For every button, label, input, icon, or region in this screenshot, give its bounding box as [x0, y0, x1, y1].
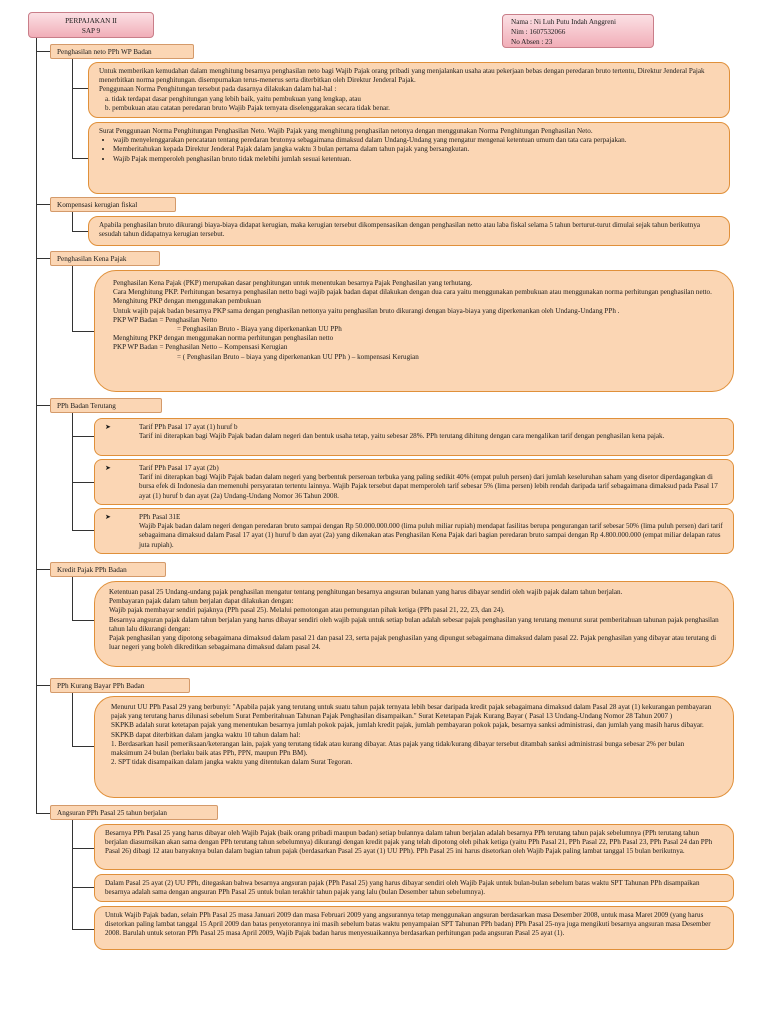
kurang-bayar-line: SKPKB adalah surat ketetapan pajak yang menentukan besarnya jumlah pokok pajak, jumlah kredit pajak, jumlah pembayaran pokok pajak, besarnya sanksi administrasi, dan jumlah yang masih harus dibayar. [111, 721, 704, 730]
pkp-formula: = ( Penghasilan Bruto – biaya yang diperkenankan UU PPh ) – kompensasi Kerugian [177, 352, 419, 361]
arrow-bullet-icon: ➤ [105, 464, 111, 472]
pkp-line: Menghitung PKP dengan menggunakan norma perhitungan penghasilan netto [113, 334, 334, 343]
kredit-pajak-box [94, 581, 734, 667]
connector [36, 51, 50, 52]
neto-norma-box [88, 62, 730, 118]
connector [36, 258, 50, 259]
kredit-line: Wajib pajak membayar sendiri pajaknya (PPh pasal 25). Melalui pemotongan atau pemungutan pihak ketiga (PPh pasal 21, 22, 23, dan 24). [109, 606, 505, 615]
kompensasi-text: Apabila penghasilan bruto dikurangi biaya-biaya didapat kerugian, maka kerugian tersebut dikompensasikan dengan penghasilan netto atau laba fiskal selama 5 tahun berturut-turut dimulai sejak tahun berikutnya sesudah tahun didapatnya kerugian tersebut. [99, 221, 701, 239]
branch-line [72, 59, 73, 159]
branch-line [72, 577, 73, 621]
tarif-17-2b-box [94, 459, 734, 505]
pkp-formula: = Penghasilan Bruto - Biaya yang diperkenankan UU PPh [177, 325, 342, 334]
pkp-line: Menghitung PKP dengan menggunakan pembukuan [113, 297, 261, 306]
connector [72, 436, 94, 437]
section-label-angsuran: Angsuran PPh Pasal 25 tahun berjalan [50, 805, 218, 820]
connector [72, 231, 88, 232]
student-absen: No Absen : 23 [511, 38, 553, 46]
branch-line [72, 820, 73, 930]
tarif-title: Tarif PPh Pasal 17 ayat (2b) [139, 464, 219, 472]
connector [72, 620, 94, 621]
branch-line [72, 266, 73, 332]
session-label: SAP 9 [81, 27, 101, 35]
angsuran-paragraph: Besarnya PPh Pasal 25 yang harus dibayar oleh Wajib Pajak (baik orang pribadi maupun badan) setiap bulannya dalam tahun berjalan adalah besarnya PPh terutang tahun pajak sebelumnya (PPh terutang tahun berjalan diasumsikan akan sama dengan PPh terutang tahun sebelumnya) dikurangi dengan kredit pajak yang telah dipotong oleh pihak ketiga (yaitu PPh Pasal 21, PPh Pasal 22, PPh Pasal 23, PPh Pasal 24 dan PPh Pasal 26) dibagi 12 atau banyaknya bulan dalam bagian tahun pajak (berdasarkan Pasal 25 ayat (1) UU PPh). PPh Pasal 25 ini harus disetorkan oleh Wajib Pajak paling lambat tanggal 15 bulan berikutnya. [105, 829, 713, 856]
pkp-formula: PKP WP Badan = Penghasilan Netto – Kompensasi Kerugian [113, 343, 288, 352]
connector [36, 569, 50, 570]
angsuran-paragraph: Dalam Pasal 25 ayat (2) UU PPh, ditegaskan bahwa besarnya angsuran pajak (PPh Pasal 25) yang harus dibayar sendiri oleh Wajib Pajak untuk bulan-bulan sebelum batas waktu SPT Tahunan PPh disampaikan besarnya adalah sama dengan angsuran PPh Pasal 25 untuk bulan terakhir tahun pajak yang lalu (bulan Desember tahun sebelumnya). [105, 879, 700, 897]
surat-bullet: • Memberitahukan kepada Direktur Jenderal Pajak dalam jangka waktu 3 bulan pertama dalam tahun pajak yang bersangkutan. [113, 145, 719, 154]
neto-item-a: a. tidak terdapat dasar penghitungan yang lebih baik, yaitu pembukuan yang lengkap, atau [105, 94, 361, 103]
neto-usage-text: Penggunaan Norma Penghitungan tersebut pada dasarnya dilakukan dalam hal-hal : [99, 85, 337, 94]
connector [72, 848, 94, 849]
connector [72, 530, 94, 531]
kurang-bayar-quote: Menurut UU PPh Pasal 29 yang berbunyi: "Apabila pajak yang terutang untuk suatu tahun pajak ternyata lebih besar daripada kredit pajak sebagaimana dimaksud dalam Pasal 28 ayat (1) kekurangan pembayaran pajak yang terutang harus dilunasi sebelum Surat Pemberitahuan Tahunan Pajak Penghasilan disampaikan." Surat Ketetapan Pajak Kurang Bayar ( Pasal 13 Undang-Undang Nomor 28 Tahun 2007 ) [111, 703, 712, 721]
course-title: PERPAJAKAN II [65, 17, 117, 25]
branch-line [72, 413, 73, 531]
neto-surat-box [88, 122, 730, 194]
arrow-bullet-icon: ➤ [105, 423, 111, 431]
kredit-line: Pajak penghasilan yang dipotong sebagaimana dimaksud dalam pasal 21 dan pasal 23, serta pajak penghasilan yang dipungut sebagaimana dimaksud dalam pasal 22. Pajak penghasilan yang dibayar atau terutang di luar negeri yang boleh dikreditkan sebagaimana dimaksud dalam pasal 24. [109, 634, 717, 652]
connector [36, 685, 50, 686]
surat-bullet: • wajib menyelenggarakan pencatatan tentang peredaran brutonya sebagaimana dimaksud dalam Undang-Undang yang mengatur mengenai ketentuan umum dan tata cara perpajakan. [113, 136, 719, 145]
course-title-box [28, 12, 154, 38]
pkp-formula: PKP WP Badan = Penghasilan Netto [113, 315, 218, 324]
angsuran-box-2 [94, 874, 734, 902]
tarif-title: PPh Pasal 31E [139, 513, 181, 521]
angsuran-paragraph: Untuk Wajib Pajak badan, selain PPh Pasal 25 masa Januari 2009 dan masa Februari 2009 yang angsurannya tetap menggunakan angsuran berdasarkan masa Desember 2008, untuk masa Maret 2009 (yang harus disetorkan paling lambat tanggal 15 April 2009 dan batas penyetorannya ini masih sebelum batas waktu penyampaian SPT Tahunan PPh badan) PPh Pasal 25-nya juga mengikuti besarnya angsuran masa Desember 2008. Barulah untuk setoran PPh Pasal 25 masa April 2009, Wajib Pajak badan harus menyesuaikannya berdasarkan perhitungan pada angsuran Pasal 25 ayat (1). [105, 911, 711, 938]
student-nim: Nim : 1607532066 [511, 28, 566, 36]
tarif-text: Tarif ini diterapkan bagi Wajib Pajak badan dalam negeri dan bentuk usaha tetap, yaitu sebesar 28%. PPh terutang dihitung dengan cara mengalikan tarif dengan penghasilan kena pajak. [139, 432, 665, 441]
branch-line [72, 212, 73, 232]
kurang-bayar-box [94, 696, 734, 798]
connector [72, 158, 88, 159]
student-name: Nama : Ni Luh Putu Indah Anggreni [511, 18, 617, 26]
connector [36, 813, 50, 814]
neto-intro-text: Untuk memberikan kemudahan dalam menghitung besarnya penghasilan neto bagi Wajib Pajak orang pribadi yang menjalankan usaha atau pekerjaan bebas dengan peredaran bruto tertentu, Direktur Jenderal Pajak menerbitkan norma penghitungan. disempurnakan terus-menerus serta diterbitkan oleh Direktur Jenderal Pajak. [99, 67, 705, 85]
connector [72, 482, 94, 483]
kredit-line: Ketentuan pasal 25 Undang-undang pajak penghasilan mengatur tentang penghitungan besarnya angsuran bulanan yang harus dibayar sendiri oleh wajib pajak dalam tahun berjalan. [109, 588, 623, 596]
pkp-line: Cara Menghitung PKP. Perhitungan besarnya penghasilan netto bagi wajib pajak badan dapat dilakukan dengan dua cara yaitu menggunakan pembukuan atau menggunakan norma perhitungan penghasilan netto. [113, 288, 712, 297]
pkp-box [94, 270, 734, 392]
section-label-pph-terutang: PPh Badan Terutang [50, 398, 162, 413]
kurang-bayar-line: 1. Berdasarkan hasil pemeriksaan/keterangan lain, pajak yang terutang tidak atau kurang dibayar. Atas pajak yang tidak/kurang dibayar tersebut ditambah sanksi administrasi bunga sebesar 2% per bulan maksimum 24 bulan (berlaku baik atas PPh, PPN, maupun PPn BM). [111, 739, 685, 758]
section-label-kurang-bayar: PPh Kurang Bayar PPh Badan [50, 678, 190, 693]
section-label-kredit-pajak: Kredit Pajak PPh Badan [50, 562, 166, 577]
surat-intro-text: Surat Penggunaan Norma Penghitungan Penghasilan Neto. Wajib Pajak yang menghitung penghasilan netonya dengan menggunakan Norma Penghitungan Penghasilan Neto. [99, 127, 593, 135]
tarif-text: Wajib Pajak badan dalam negeri dengan peredaran bruto sampai dengan Rp 50.000.000.000 (lima puluh miliar rupiah) mendapat fasilitas berupa pengurangan tarif sebesar 50% (lima puluh persen) dari tarif sebagaimana dimaksud dalam Pasal 17 ayat (1) huruf b dan ayat (2a) yang dikenakan atas Penghasilan Kena Pajak dari bagian peredaran bruto sampai dengan Rp 4.800.000.000 (empat miliar delapan ratus juta rupiah). [139, 522, 723, 549]
connector [72, 331, 94, 332]
angsuran-box-3 [94, 906, 734, 950]
pkp-line: Penghasilan Kena Pajak (PKP) merupakan dasar penghitungan untuk menentukan besarnya Pajak Penghasilan yang terhutang. [113, 279, 473, 287]
kurang-bayar-line: 2. SPT tidak disampaikan dalam jangka waktu yang ditentukan dalam Surat Tegoran. [111, 758, 353, 767]
tarif-title: Tarif PPh Pasal 17 ayat (1) huruf b [139, 423, 238, 431]
connector [36, 204, 50, 205]
surat-bullet: • Wajib Pajak memperoleh penghasilan bruto tidak melebihi jumlah sesuai ketentuan. [113, 155, 719, 164]
connector [72, 929, 94, 930]
kurang-bayar-line: SKPKB dapat diterbitkan dalam jangka waktu 10 tahun dalam hal: [111, 730, 301, 739]
student-info-box [502, 14, 654, 48]
kredit-line: Pembayaran pajak dalam tahun berjalan dapat dilakukan dengan: [109, 597, 294, 606]
neto-item-b: b. pembukuan atau catatan peredaran bruto Wajib Pajak ternyata diselenggarakan secara tidak benar. [105, 103, 390, 112]
connector [72, 746, 94, 747]
arrow-bullet-icon: ➤ [105, 513, 111, 521]
connector [72, 88, 88, 89]
pph-31e-box [94, 508, 734, 554]
connector [72, 887, 94, 888]
main-trunk-line [36, 38, 37, 814]
kredit-line: Besarnya angsuran pajak dalam tahun berjalan yang harus dibayar sendiri oleh wajib pajak untuk setiap bulan adalah sebesar pajak penghasilan yang terutang menurut surat pemberitahuan tahunan pajak penghasilan tahun lalu dikurangi dengan: [109, 615, 719, 633]
section-label-kompensasi: Kompensasi kerugian fiskal [50, 197, 176, 212]
kompensasi-box [88, 216, 730, 246]
branch-line [72, 693, 73, 747]
tarif-17-1b-box [94, 418, 734, 456]
pkp-line: Untuk wajib pajak badan besarnya PKP sama dengan penghasilan nettonya yaitu penghasilan bruto dikurangi dengan biaya-biaya yang diperkenankan oleh Undang-Undang PPh . [113, 306, 620, 315]
section-label-pkp: Penghasilan Kena Pajak [50, 251, 160, 266]
tarif-text: Tarif ini diterapkan bagi Wajib Pajak badan dalam negeri yang berbentuk perseroan terbuka yang paling sedikit 40% (empat puluh persen) dari jumlah keseluruhan saham yang disetor diperdagangkan di bursa efek di Indonesia dan memenuhi persyaratan tertentu lainnya. Wajib Pajak tersebut dapat memperoleh tarif sebesar 5% (lima persen) lebih rendah daripada tarif sebagaimana dimaksud pada Pasal 17 ayat (1) huruf b dan ayat (2a) Undang-Undang Nomor 36 Tahun 2008. [139, 473, 718, 500]
section-label-penghasilan-neto: Penghasilan neto PPh WP Badan [50, 44, 194, 59]
connector [36, 405, 50, 406]
angsuran-box-1 [94, 824, 734, 870]
